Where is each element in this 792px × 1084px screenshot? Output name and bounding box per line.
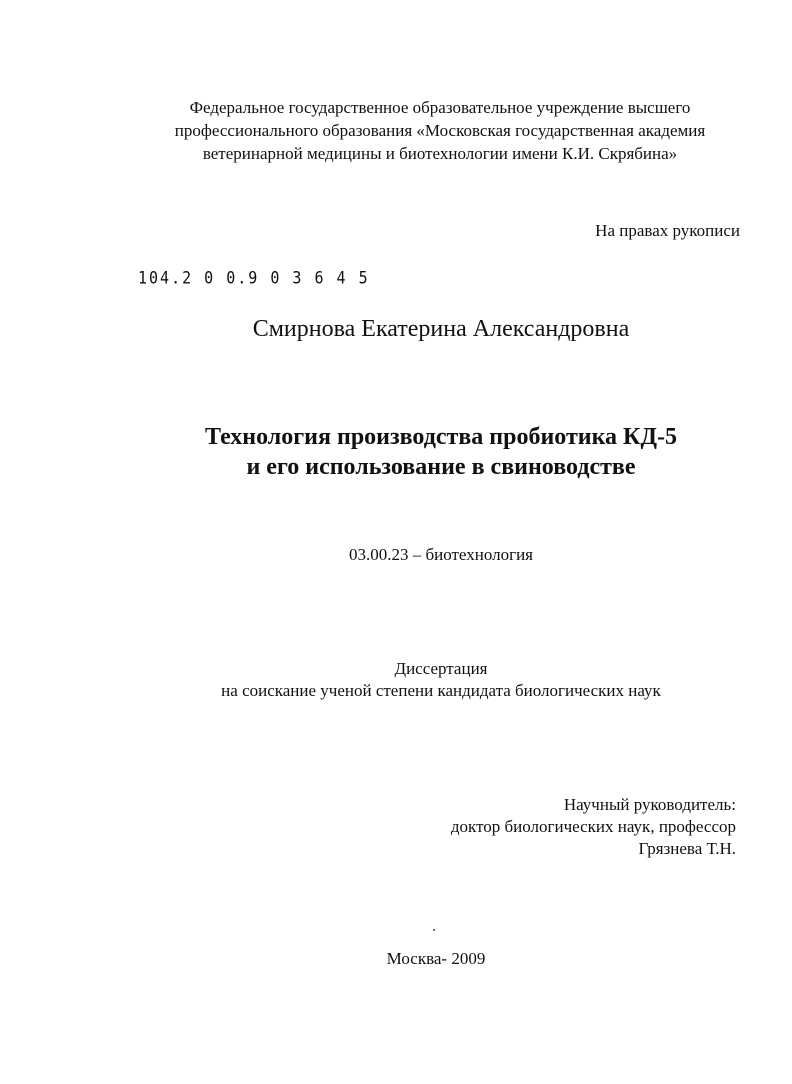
title-line-2: и его использование в свиноводстве <box>246 454 636 480</box>
dissertation-type <box>0 658 792 702</box>
dissertation-title <box>0 422 792 482</box>
registration-stamp-number: 104.2 0 0.9 0 3 6 4 5 <box>138 268 370 288</box>
title-line-1: Технология производства пробиотика КД-5 <box>205 424 677 450</box>
supervisor-name: Грязнева Т.Н. <box>638 839 736 858</box>
institution-line-1: Федеральное государственное образовательное учреждение высшего <box>189 98 691 117</box>
degree-description: на соискание ученой степени кандидата биологических наук <box>221 681 661 700</box>
dissertation-label: Диссертация <box>394 659 488 678</box>
supervisor-block <box>451 794 736 860</box>
institution-line-3: ветеринарной медицины и биотехнологии имени К.И. Скрябина» <box>202 144 678 163</box>
manuscript-note: На правах рукописи <box>595 221 740 240</box>
institution-line-2: профессионального образования «Московская государственная академия <box>174 121 706 140</box>
supervisor-degree: доктор биологических наук, профессор <box>450 817 736 836</box>
supervisor-label: Научный руководитель: <box>563 795 736 814</box>
author-name: Смирнова Екатерина Александровна <box>252 316 630 342</box>
city-year: Москва- 2009 <box>386 949 486 968</box>
specialty-code: 03.00.23 – биотехнология <box>348 545 534 564</box>
institution-header <box>120 96 760 165</box>
scan-speck <box>433 929 435 931</box>
